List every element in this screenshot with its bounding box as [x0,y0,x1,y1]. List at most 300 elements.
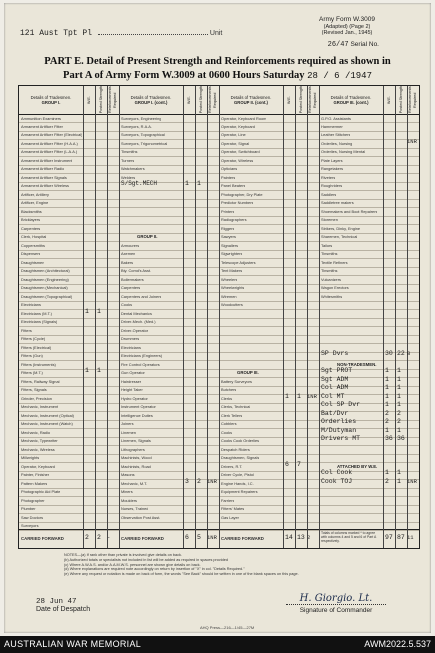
trade-label: Clerk Tellers [221,412,243,418]
trade-label: Armament Artificer Signals [21,174,67,180]
hw-non-tradesman-we: 1 [385,392,389,400]
trade-label: Electricians (M.T.) [21,310,52,316]
trade-label: Drivers, R.T. [221,463,243,469]
trade-label: Carpenters [121,285,141,291]
hw-non-tradesman-we: 36 [385,435,393,443]
trade-label: Fitters (Cycle) [21,336,46,342]
hw-clerks-we: 1 [285,392,289,400]
carried-posted: 13 [297,534,305,541]
trade-label: Engine Hands, I.C. [221,480,254,486]
header-sub-posted [295,86,307,114]
carried-reinf: - [107,534,111,541]
trade-label: Riggers [221,225,235,231]
trade-label: Draughtsmen (Engineering) [21,276,69,282]
trade-label: Armament Artificer Fitter (H.A.A.) [21,140,78,146]
hw-clerks-reinf: 1NR [307,392,317,400]
header-trade-3 [219,86,283,114]
header-sub-text: Posted Strength [398,86,403,114]
trade-label: Photographic Aid Plate [21,489,61,495]
note-e: (e) Where any request or notation is made on back of form, the words "See Back" should be written in one of the blank spaces on this page. [64,572,299,577]
trade-label: Machinists, Wood [121,455,152,461]
trade-label: Mechanic, Instrument (Watch) [21,421,73,427]
despatch-field [36,598,90,613]
trade-label: Draughtsmen (Mechanical) [21,285,68,291]
hw-attached-label: Cook TOJ [321,477,353,485]
title-line-2 [4,69,431,83]
despatch-label: Date of Despatch [36,606,91,613]
trade-label: Grinder, Precision [21,395,52,401]
column-rule [295,86,296,548]
hw-non-tradesman-posted: 1 [397,375,401,383]
trade-label: Wiremen [221,293,237,299]
carried-we: 97 [385,534,393,541]
unit-value: 121 Aust Tpt Pl [20,29,93,38]
title-line-2-text: Part A of Army Form W.3009 at 0600 Hours Saturday [63,70,305,81]
header-trade-label: Details of Tradesmen. [330,95,372,100]
trade-label: Fitters (M.T.) [21,370,43,376]
hw-fitters-mt-posted: 1 [97,367,101,375]
trade-label: Armament Artificer Wireless [21,183,69,189]
trade-label: Turners [121,157,135,163]
header-sub-posted [395,86,407,114]
column-rule [107,86,111,548]
hw-attached-we: 1 [385,469,389,477]
trade-label: Millwrights [21,455,40,461]
trade-label: Driver-Operator [121,327,149,333]
trade-label: G.P.O. Assistants [321,115,351,121]
trade-label: Draughtsmen, Signals [221,455,260,461]
title-line-1: PART E. Detail of Present Strength and Reinforcements required as shown in [44,56,391,67]
archive-name: AUSTRALIAN WAR MEMORIAL [4,639,142,649]
trade-label: Predictor Numbers [221,200,254,206]
trade-label: Painter, Finisher [21,472,50,478]
note-d: (d) Where explanations are required note accordingly on return by insertion of "X" in col. "Details Required." [64,567,245,572]
trade-label: Plate Layers [321,157,343,163]
trade-label: Mechanic, M.T. [121,480,148,486]
carried-reinf: 11 [407,534,414,541]
trade-label: Butchers [221,387,237,393]
column-rule [319,86,320,548]
hw-non-tradesman-label: Sgt ADM [321,375,349,383]
notes-block [64,553,299,577]
trade-label: Bricklayers [21,217,41,223]
note-b: (b) Authorized totals or specialists not included in list will be added as required in spaces provided [64,557,228,562]
trade-label: Mechanic, Instrument [21,404,59,410]
trade-label: Armament Artificer Fitter (Electrical) [21,132,82,138]
hw-non-tradesman-posted: 2 [397,409,401,417]
trade-label: Saddlers [321,191,337,197]
trade-label: Surveyors [21,523,39,528]
header-group-label: GROUP I. [41,100,61,105]
trade-label: Surveyors, Engineering [121,115,162,121]
trade-label: Signallers [221,242,239,248]
trade-label: Masons [121,472,135,478]
carried-we: 2 [85,534,89,541]
hw-non-tradesman-we: 1 [385,401,389,409]
trade-label: Fitters [21,327,32,333]
trade-label: Cooks [221,429,233,435]
header-sub-posted [195,86,207,114]
header-sub-we [183,86,195,114]
hw-non-tradesman-we: 1 [385,384,389,392]
serial-label: Serial No. [350,41,379,48]
trade-label: Photographer, Dry Plate [221,191,263,197]
hw-non-tradesman-posted: 1 [397,401,401,409]
trade-label: Opticians [221,166,238,172]
trade-label: Strikers, Dinky, Engine [321,225,361,231]
trade-label: Plumber [21,506,36,512]
hw-fitters-mt-we: 1 [85,367,89,375]
hw-non-tradesman-posted: 1 [397,426,401,434]
hw-orderlies-nursing-reinf: 1NR [407,137,417,145]
trade-label: Height Taker [121,387,143,393]
trade-label: Surveyors, Trigonometrical [121,140,168,146]
header-trade-4 [319,86,383,114]
trade-label: Instrument Operator [121,404,156,410]
carried-posted: 5 [197,534,201,541]
trade-label: Watchmakers [121,166,145,172]
hw-mechanic-mt-reinf: 1NR [207,477,217,485]
hw-electricians-mt-we: 1 [85,307,89,315]
column-rule [95,86,96,548]
note-a: NOTES—(a) If rank other than private is involved give details on back. [64,553,182,557]
header-sub-text: W.E. [86,95,91,105]
trade-label: Woodcutters [221,302,243,308]
trade-label: Mechanic, Typewriter [21,438,58,444]
form-reference [319,17,375,37]
trade-label: Wheelers [221,276,238,282]
trade-label: Boilermakers [121,276,144,282]
trade-label: Bakers [121,259,134,265]
hw-sp-dvrs-reinf: 8 [407,350,411,358]
trade-label: Carpenters [21,225,41,231]
trade-label: Fitters (Instruments) [21,361,56,367]
trade-label: Painters [221,174,236,180]
unit-field [20,29,222,38]
trade-label: Roughriders [321,183,343,189]
trade-label: Saddletree makers [321,200,354,206]
signature-field [286,593,386,614]
trade-label: Clerks [221,395,233,401]
trade-label: Armament Artificer Fitter [21,123,63,129]
trade-label: Sharemen, Technical [321,234,358,240]
carried-posted: 87 [397,534,405,541]
trade-label: Operator, Wireless [221,157,254,163]
header-sub-we [83,86,95,114]
trade-label: Gun Operator [121,370,145,376]
unit-line [98,34,208,35]
trade-label: Dental Mechanics [121,310,152,316]
trade-label: Orderlies, Nursing Mental [321,149,366,155]
trade-label: Welders [121,174,136,180]
trade-label: Armourers [121,242,140,248]
note-c: (c) Where A.W.A.S. and/or A.A.M.W.S. personnel are shown give details on back. [64,562,201,567]
signature-label: Signature of Commander [299,607,373,614]
hw-non-tradesman-we: 1 [385,367,389,375]
trade-label: Sawyers [221,234,236,240]
trade-label: Operator, Keyboard Room [221,115,267,121]
signature-script: H. Giorgio. Lt. [286,593,386,605]
hw-non-tradesman-label: Bat/Dvr [321,409,349,417]
header-sub-text: W.E. [286,95,291,105]
trade-label: Gas Layer [221,514,239,520]
hw-attached-label: Col Cook [321,469,353,477]
hw-non-tradesman-label: Col ADM [321,384,349,392]
carried-posted: 2 [97,534,101,541]
hw-non-tradesman-label: Sgt PROT [321,367,353,375]
strength-table [18,85,420,549]
trade-label: Machinists, Road [121,463,151,469]
hw-non-tradesman-label: Col SP Dvr [321,401,361,409]
hw-s-sgt-mech-posted: 1 [197,180,201,188]
title-date: 28 / 6 /1947 [307,71,372,81]
trade-label: Farriers [221,497,235,503]
header-trade-label: Details of Tradesmen. [230,95,272,100]
column-rule [307,86,311,548]
hw-clerks-posted: 1 [297,392,301,400]
column-rule [383,86,384,548]
totals-note: Totals of columns marked * to agree with columns 4 and 5 and 6 of Part A respectively. [321,531,377,543]
carried-forward-label: CARRIED FORWARD [21,536,64,541]
trade-label: Joiners [121,421,134,427]
trade-label: Tailors [321,242,333,248]
trade-label: Surveyors, R.A.A. [121,123,152,129]
hw-non-tradesman-posted: 1 [397,384,401,392]
trade-label: Mechanic, Radio [21,429,50,435]
header-sub-reinf [407,86,419,114]
header-sub-we [283,86,295,114]
header-sub-text: Posted Strength [298,86,303,114]
despatch-date: 28 Jun 47 [36,598,77,606]
trade-label: Operator, Keyboard [21,463,55,469]
trade-label: Drummers [121,336,140,342]
trade-label: Telescope Adjusters [221,259,256,265]
trade-label: Pattern Makers [21,480,48,486]
group-heading: GROUP III. [237,370,259,376]
column-rule [395,86,396,548]
trade-label: Despatch Riders [221,446,250,452]
trade-label: Dispensers [21,251,41,257]
trade-label: Artificer, Artillery [21,191,49,197]
hw-non-tradesman-posted: 1 [397,392,401,400]
trade-label: Mechanic, Wireless [21,446,55,452]
column-rule [283,86,284,548]
hw-drivers-mt-posted: 7 [297,460,301,468]
trade-label: Surveyors, Topographical [121,132,165,138]
trade-label: Moulders [121,497,138,503]
hw-attached-reinf: 1NR [407,477,417,485]
trade-label: Armament Artificer Fitter (L.A.A.) [21,149,78,155]
trade-label: Vulcanizers [321,276,341,282]
header-sub-reinf [107,86,119,114]
hw-s-sgt-mech-we: 1 [185,180,189,188]
trade-label: Bty. Comd's Asst. [121,268,152,274]
hw-sp-dvrs-we: 30 [385,350,393,358]
trade-label: Lithographers [121,446,145,452]
trade-label: Linemen [121,429,136,435]
trade-label: Intelligence Duties [121,412,153,418]
trade-label: Artificer, Engine [21,200,49,206]
column-rule [219,86,220,548]
header-sub-text: Reinforcements Required [408,86,417,114]
hw-non-tradesman-label: Drivers MT [321,435,361,443]
trade-label: Clerks, Technical [221,404,251,410]
carried-forward-label: CARRIED FORWARD [121,536,164,541]
form-ref-line-3: (Revised Jan., 1945) [321,30,373,36]
header-sub-text: Reinforcements Required [308,86,317,114]
trade-label: Operator, Line [221,132,246,138]
header-sub-we [383,86,395,114]
hw-attached-we: 2 [385,477,389,485]
trade-label: Sigwrighters [221,251,243,257]
carried-we: 6 [185,534,189,541]
trade-label: Fitters (Gun) [21,353,43,359]
trade-label: Carpenters and Joiners [121,293,162,299]
trade-label: Armament Artificer Radio [21,166,65,172]
hw-non-tradesman-label: M/Dutyman [321,426,357,434]
form-sheet [4,3,431,633]
trade-label: Wheelwrights [221,285,245,291]
trade-label: Saw Doctors [21,514,44,520]
trade-label: Printers [221,208,235,214]
form-ref-line-2: (Adapted) (Page 2) [323,23,371,30]
trade-label: Linemen, Signals [121,438,151,444]
header-sub-posted [95,86,107,114]
trade-label: Tinsmiths [321,268,338,274]
trade-label: Blacksmiths [21,208,42,214]
trade-label: Radiographers [221,217,247,223]
trade-label: Storemen [321,217,338,223]
trade-label: Draughtsmen (Architectural) [21,268,70,274]
trade-label: Draughtsmen (Topographical) [21,293,73,299]
trade-label: Operator, Switchboard [221,149,260,155]
serial-field [328,41,379,49]
trade-label: Fitters, Railway Signal [21,378,60,384]
hw-drivers-mt-we: 6 [285,460,289,468]
trade-label: Ammunition Examiners [21,115,62,121]
hw-electricians-mt-posted: 1 [97,307,101,315]
trade-label: Tinsmiths [121,149,138,155]
header-sub-text: W.E. [386,95,391,105]
hw-attached-posted: 1 [397,469,401,477]
hw-non-tradesman-posted: 2 [397,418,401,426]
column-rule [183,86,184,548]
header-sub-text: Reinforcements Required [208,86,217,114]
header-sub-reinf [307,86,319,114]
trade-label: Axemen [121,251,136,257]
carried-reinf: 1NR [207,534,217,541]
trade-label: Leather Stitchers [321,132,351,138]
trade-label: Fitters (Electrical) [21,344,52,350]
header-trade-2 [119,86,183,114]
carried-reinf: 2 [307,534,311,541]
header-group-label: GROUP II. (cont.) [234,100,268,105]
form-title [4,55,431,83]
header-sub-text: Posted Strength [198,86,203,114]
trade-label: Cooks [121,302,133,308]
header-sub-reinf [207,86,219,114]
hw-non-tradesman-label: Orderlies [321,418,357,426]
hw-non-tradesman-posted: 36 [397,435,405,443]
trade-label: Hairdresser [121,378,142,384]
trade-label: Nurses, Trained [121,506,149,512]
trade-label: Cooks Cook Orderlies [221,438,260,444]
trade-label: Textile Refiners [321,259,348,265]
trade-label: Electricians [21,302,41,308]
header-trade-label: Details of Tradesmen. [30,95,72,100]
trade-label: Electricians [121,344,141,350]
trade-label: Photographer [21,497,45,503]
hw-non-tradesman-we: 2 [385,409,389,417]
hw-non-tradesman-label: Col MT [321,392,345,400]
hw-sp-dvrs-label: SP Dvrs [321,350,349,358]
column-rule [195,86,196,548]
serial-value: 26/47 [327,41,349,49]
trade-label: Orderlies, Nursing [321,140,353,146]
trade-label: Hammermen [321,123,344,129]
print-reference: AHQ Press—216—1/45—27M [200,625,255,630]
trade-label: Electricians (Signals) [21,319,58,325]
header-sub-text: Posted Strength [98,86,103,114]
group-heading: ATTACHED BY W.E. [337,463,378,469]
column-rule [119,86,120,548]
trade-label: Draughtsmen [21,259,45,265]
header-group-label: GROUP I. (cont.) [134,100,168,105]
header-sub-text: W.E. [186,95,191,105]
archive-id: AWM2022.5.537 [364,639,431,649]
trade-label: Operator, Keyboard [221,123,255,129]
trade-label: Armament Artificer Instrument [21,157,73,163]
header-group-label: GROUP III. (cont.) [333,100,369,105]
trade-label: Riveters [321,174,336,180]
carried-forward-label: CARRIED FORWARD [221,536,264,541]
trade-label: Driver-Mech. (Med.) [121,319,156,325]
trade-label: Electricians (Engineers) [121,353,163,359]
trade-label: Clerk, Hospital [21,234,47,240]
hw-attached-posted: 1 [397,477,401,485]
carried-we: 14 [285,534,293,541]
hw-mechanic-mt-we: 3 [185,477,189,485]
hw-non-tradesman-we: 1 [385,426,389,434]
trade-label: Battery Surveyors [221,378,252,384]
hw-s-sgt-mech-label: S/Sgt.MECH [121,180,158,188]
trade-label: Mechanic, Instrument (Optical) [21,412,74,418]
hw-mechanic-mt-posted: 2 [197,477,201,485]
header-sub-text: Reinforcements Required [108,86,117,114]
trade-label: Hydro Operator [121,395,148,401]
trade-label: Operator, Signal [221,140,250,146]
column-rule [83,86,84,548]
trade-label: Fitters' Mates [221,506,245,512]
trade-label: Observation Post Asst. [121,514,161,520]
hw-sp-dvrs-posted: 22 [397,350,405,358]
trade-label: Coppersmiths [21,242,46,248]
trade-label: Equipment Repairers [221,489,258,495]
trade-label: Panel Beaters [221,183,246,189]
header-trade-1 [19,86,83,114]
trade-label: Tinsmiths [321,251,338,257]
group-heading: NON-TRADESMEN. [337,361,377,367]
hw-non-tradesman-posted: 1 [397,367,401,375]
trade-label: Cobblers [221,421,237,427]
trade-label: Rangetakers [321,166,344,172]
group-heading: GROUP II. [137,234,158,240]
trade-label: Whitesmiths [321,293,343,299]
trade-label: Tent Makers [221,268,243,274]
unit-label: Unit [209,30,223,37]
form-ref-line-1: Army Form W.3009 [319,16,375,23]
hw-non-tradesman-we: 2 [385,418,389,426]
